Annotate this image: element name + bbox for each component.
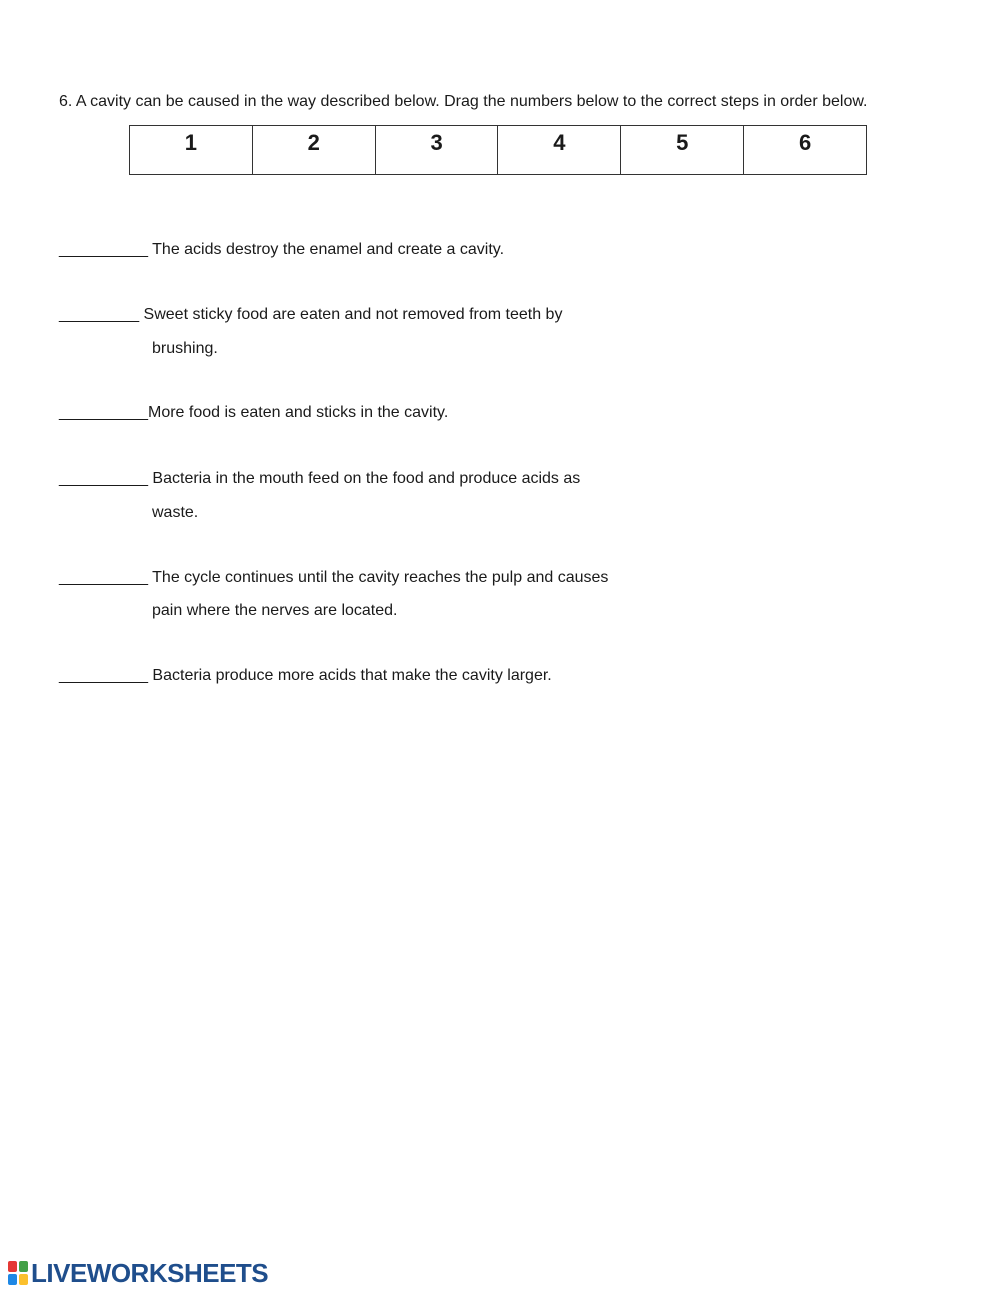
logo-square-yellow (19, 1274, 28, 1285)
step-text-continued: waste. (152, 504, 199, 521)
number-bank (129, 125, 867, 175)
step-row (59, 666, 552, 686)
drop-blank[interactable]: __________ (59, 241, 148, 258)
drop-blank[interactable]: _________ (59, 306, 140, 323)
drop-blank[interactable]: __________ (59, 470, 148, 487)
step-text-continued: pain where the nerves are located. (152, 602, 398, 619)
step-text: Sweet sticky food are eaten and not removed from teeth by (139, 306, 563, 323)
drop-blank[interactable]: __________ (59, 667, 148, 684)
step-text: Bacteria in the mouth feed on the food and produce acids as (147, 470, 581, 487)
step-text: The cycle continues until the cavity reaches the pulp and causes (147, 569, 609, 586)
question-prompt: 6. A cavity can be caused in the way described below. Drag the numbers below to the correct steps in order below. (59, 93, 868, 110)
logo-square-blue (8, 1274, 17, 1285)
draggable-number-1[interactable]: 1 (130, 126, 253, 175)
step-row (59, 403, 448, 423)
step-row (59, 240, 504, 260)
step-row (59, 305, 562, 325)
step-text: More food is eaten and sticks in the cavity. (147, 404, 449, 421)
step-text: The acids destroy the enamel and create a cavity. (147, 241, 505, 258)
draggable-number-5[interactable]: 5 (621, 126, 744, 175)
draggable-number-4[interactable]: 4 (498, 126, 621, 175)
step-text-continued: brushing. (152, 340, 218, 357)
draggable-number-2[interactable]: 2 (252, 126, 375, 175)
drop-blank[interactable]: __________ (59, 404, 148, 421)
step-row (59, 469, 580, 489)
step-row (59, 568, 608, 588)
logo-wordmark: LIVEWORKSHEETS (31, 1257, 269, 1288)
logo-square-green (19, 1261, 28, 1272)
draggable-number-3[interactable]: 3 (375, 126, 498, 175)
drop-blank[interactable]: __________ (59, 569, 148, 586)
logo-square-red (8, 1261, 17, 1272)
logo-squares-icon (8, 1261, 28, 1285)
liveworksheets-logo (8, 1259, 268, 1287)
draggable-number-6[interactable]: 6 (744, 126, 867, 175)
step-text: Bacteria produce more acids that make the cavity larger. (147, 667, 552, 684)
